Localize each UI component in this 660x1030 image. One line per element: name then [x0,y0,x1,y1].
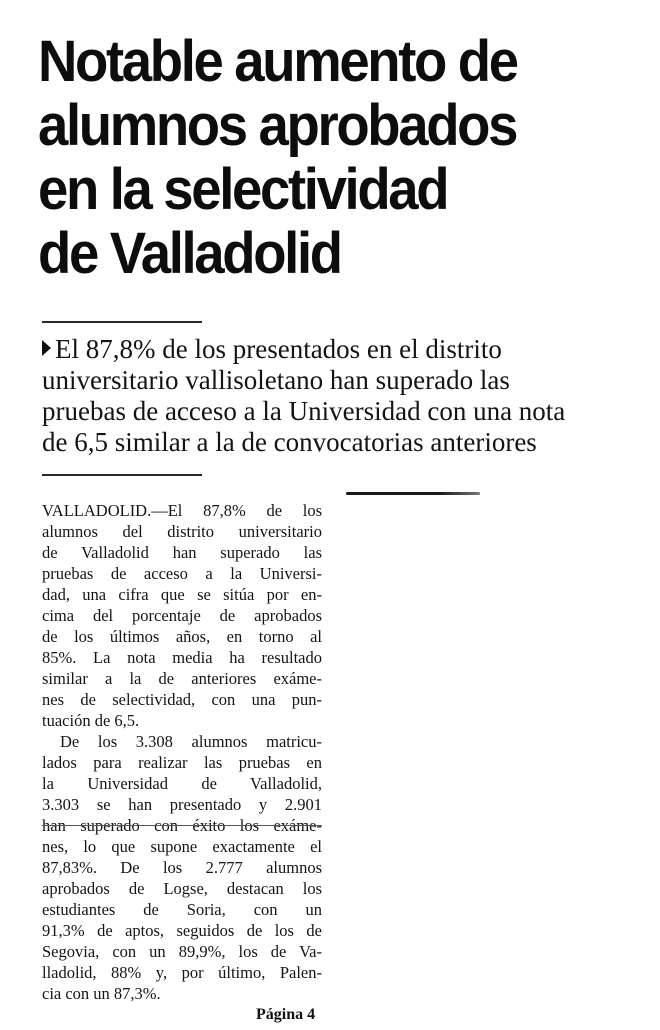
body-line: nes de selectividad, con una pun- [42,690,322,709]
body-line: la Universidad de Valladolid, [42,774,322,793]
headline-line: en la selectividad [38,157,448,222]
body-line: alumnos del distrito universitario [42,522,322,541]
body-line: similar a la de anteriores exáme- [42,669,322,688]
decorative-dash [346,492,480,495]
body-line: VALLADOLID.—El 87,8% de los [42,501,322,520]
body-line: de los últimos años, en torno al [42,627,322,646]
deck-summary [42,334,642,458]
deck-line [42,334,642,365]
body-line: dad, una cifra que se sitúa por en- [42,585,322,604]
divider-rule [42,321,202,323]
headline-line: Notable aumento de [38,29,517,94]
body-line: de Valladolid han superado las [42,543,322,562]
body-line: pruebas de acceso a la Universi- [42,564,322,583]
headline-line: alumnos aprobados [38,93,517,158]
body-line: lladolid, 88% y, por último, Palen- [42,963,322,982]
divider-rule [42,474,202,476]
body-line: 85%. La nota media ha resultado [42,648,322,667]
body-line: estudiantes de Soria, con un [42,900,322,919]
deck-line: pruebas de acceso a la Universidad con una nota [42,396,566,426]
headline-line: de Valladolid [38,221,341,286]
body-line: cia con un 87,3%. [42,984,161,1003]
article-body [42,500,322,1004]
triangle-bullet-icon [42,340,51,356]
body-line: aprobados de Logse, destacan los [42,879,322,898]
deck-line-text: El 87,8% de los presentados en el distrito [55,334,502,364]
body-line: cima del porcentaje de aprobados [42,606,322,625]
deck-line: universitario vallisoletano han superado las [42,365,510,395]
body-line: 91,3% de aptos, seguidos de los de [42,921,322,940]
page-reference: Página 4 [256,1006,316,1023]
body-line: nes, lo que supone exactamente el [42,837,322,856]
body-line: han superado con éxito los exáme- [42,816,322,835]
headline [38,30,602,286]
body-line: tuación de 6,5. [42,711,140,730]
deck-line: de 6,5 similar a la de convocatorias anteriores [42,427,537,457]
body-line: 3.303 se han presentado y 2.901 [42,795,322,814]
body-line: 87,83%. De los 2.777 alumnos [42,858,322,877]
body-line: De los 3.308 alumnos matricu- [60,732,322,751]
body-line: Segovia, con un 89,9%, los de Va- [42,942,322,961]
body-line: lados para realizar las pruebas en [42,753,322,772]
